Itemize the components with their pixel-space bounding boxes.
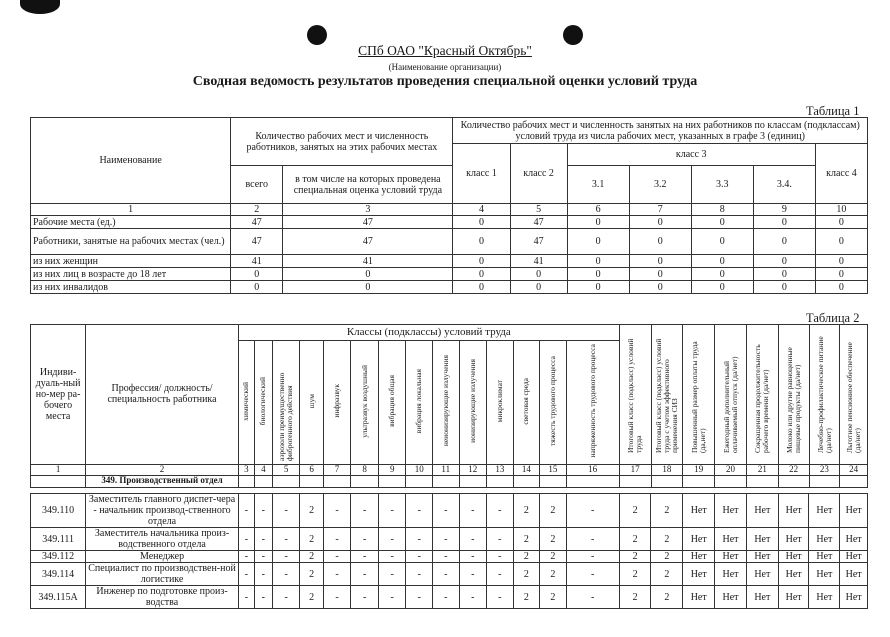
cell-value: Нет: [840, 563, 868, 586]
cell-value: Нет: [683, 586, 715, 609]
t2-header-extra-leave: Ежегодный дополнительный оплачиваемый отпуск (да/нет): [721, 356, 739, 453]
t2-header-final-class: Итоговый класс (подкласс) условий труда: [626, 338, 644, 453]
t1-header-class31: 3.1: [567, 166, 629, 204]
cell-value: -: [272, 563, 300, 586]
t1-header-name: Наименование: [31, 118, 231, 204]
table-row: из них лиц в возрасте до 18 лет 0 0 0 0 0 0 0 0 0: [31, 268, 868, 281]
cell-value: 2: [540, 528, 567, 551]
cell-value: 2: [513, 563, 540, 586]
t2-factor-vibration-local: вибрация локальная: [414, 368, 424, 434]
table-row: [31, 586, 868, 609]
t1-header-class33: 3.3: [691, 166, 753, 204]
cell-value: -: [254, 528, 272, 551]
cell-value: Нет: [683, 551, 715, 563]
cell-value: -: [433, 528, 460, 551]
cell-value: -: [351, 494, 379, 528]
cell-value: -: [272, 528, 300, 551]
cell-value: 2: [651, 586, 683, 609]
t2-header-higher-pay: Повышенный размер оплаты труда (да,нет): [689, 341, 707, 453]
cell-value: -: [406, 551, 433, 563]
cell-value: -: [406, 528, 433, 551]
profession: Заместитель главного диспет-чера - начальник производ-ственного отдела: [86, 494, 239, 528]
t2-factor-chemical: химический: [241, 381, 251, 421]
cell-value: -: [323, 586, 351, 609]
t2-factor-biological: биологический: [258, 376, 268, 426]
cell-value: 2: [513, 586, 540, 609]
cell-value: -: [238, 528, 254, 551]
table-row: из них женщин 41 41 0 41 0 0 0 0 0: [31, 255, 868, 268]
t1-header-class34: 3.4.: [753, 166, 815, 204]
cell-value: -: [487, 551, 514, 563]
workplace-id: 349.115А: [31, 586, 86, 609]
profession: Специалист по производствен-ной логистике: [86, 563, 239, 586]
cell-value: -: [378, 563, 406, 586]
table-row: [31, 551, 868, 563]
cell-value: 2: [651, 494, 683, 528]
t2-factor-nonionizing: неионизирующие излучения: [440, 355, 450, 447]
t2-factor-severity: тяжесть трудового процесса: [547, 356, 557, 446]
table-row: из них инвалидов 0 0 0 0 0 0 0 0 0: [31, 281, 868, 294]
cell-value: -: [378, 528, 406, 551]
cell-value: Нет: [778, 586, 809, 609]
cell-value: -: [272, 494, 300, 528]
cell-value: 2: [513, 551, 540, 563]
cell-value: 2: [619, 551, 651, 563]
cell-value: 2: [540, 551, 567, 563]
cell-value: -: [487, 528, 514, 551]
cell-value: -: [566, 563, 619, 586]
workplace-id: 349.112: [31, 551, 86, 563]
t2-factor-lighting: световая среда: [521, 377, 531, 425]
cell-value: 2: [540, 586, 567, 609]
cell-value: -: [378, 494, 406, 528]
cell-value: 2: [513, 494, 540, 528]
t1-header-assessed: в том числе на которых проведена специальная оценка условий труда: [283, 166, 453, 204]
cell-value: Нет: [809, 551, 840, 563]
cell-value: -: [351, 551, 379, 563]
cell-value: 2: [300, 494, 323, 528]
cell-value: Нет: [715, 563, 747, 586]
table1-label: Таблица 1: [806, 104, 860, 118]
cell-value: Нет: [840, 528, 868, 551]
cell-value: Нет: [809, 563, 840, 586]
t2-factor-microclimate: микроклимат: [494, 379, 504, 423]
cell-value: -: [254, 586, 272, 609]
t2-factor-infrasound: инфразвук: [332, 384, 342, 418]
t2-header-therapeutic-food: Лечебно-профилактическое питание (да/нет): [815, 336, 833, 453]
t2-header-classes-group: Классы (подклассы) условий труда: [238, 325, 619, 341]
cell-value: 2: [300, 528, 323, 551]
cell-value: -: [566, 494, 619, 528]
cell-value: Нет: [778, 563, 809, 586]
cell-value: Нет: [840, 551, 868, 563]
cell-value: 2: [619, 563, 651, 586]
table2-body: [31, 494, 868, 609]
punch-hole-left: [307, 25, 327, 45]
cell-value: -: [238, 551, 254, 563]
t2-header-milk: Молоко или другие равноценные пищевые продукты (да/нет): [784, 347, 802, 453]
cell-value: 2: [651, 551, 683, 563]
cell-value: -: [459, 551, 487, 563]
cell-value: -: [323, 551, 351, 563]
cell-value: Нет: [715, 586, 747, 609]
cell-value: -: [459, 586, 487, 609]
t1-header-class1: класс 1: [453, 144, 510, 204]
profession: Заместитель начальника произ-водственного отдела: [86, 528, 239, 551]
cell-value: Нет: [840, 494, 868, 528]
cell-value: -: [566, 551, 619, 563]
cell-value: Нет: [809, 494, 840, 528]
t2-factor-intensity: напряженность трудового процесса: [587, 344, 597, 458]
organization-note: (Наименование организации): [388, 62, 502, 72]
t2-col-numbers: 1 2 3 4 5 6 7 8 9 10 11 12 13 14 15 16 17 18 19 20 21 22 23 24: [31, 464, 868, 475]
scan-smudge: [20, 0, 60, 14]
profession: Инженер по подготовке произ-водства: [86, 586, 239, 609]
cell-value: -: [238, 494, 254, 528]
cell-value: 2: [540, 563, 567, 586]
cell-value: -: [272, 586, 300, 609]
cell-value: -: [406, 494, 433, 528]
cell-value: -: [254, 551, 272, 563]
cell-value: Нет: [746, 563, 778, 586]
cell-value: Нет: [778, 528, 809, 551]
cell-value: -: [433, 586, 460, 609]
cell-value: -: [238, 586, 254, 609]
cell-value: -: [378, 586, 406, 609]
cell-value: -: [566, 586, 619, 609]
t1-header-class3: класс 3: [567, 144, 815, 166]
table-row: [31, 494, 868, 528]
organization-name: СПб ОАО "Красный Октябрь": [358, 43, 532, 58]
cell-value: Нет: [715, 551, 747, 563]
cell-value: -: [238, 563, 254, 586]
t2-factor-noise: шум: [306, 393, 316, 409]
table2-rows: [30, 493, 868, 609]
cell-value: Нет: [778, 494, 809, 528]
cell-value: -: [254, 494, 272, 528]
cell-value: Нет: [683, 494, 715, 528]
cell-value: 2: [300, 563, 323, 586]
cell-value: -: [351, 528, 379, 551]
table-row: Работники, занятые на рабочих местах (чел.) 47 47 0 47 0 0 0 0 0: [31, 229, 868, 255]
t2-header-pension: Льготное пенсионное обеспечение (да/нет): [844, 342, 862, 453]
cell-value: Нет: [683, 528, 715, 551]
cell-value: Нет: [715, 494, 747, 528]
t1-header-class2: класс 2: [510, 144, 567, 204]
cell-value: 2: [300, 586, 323, 609]
document-title: Сводная ведомость результатов проведения специальной оценки условий труда: [192, 74, 698, 89]
cell-value: Нет: [809, 528, 840, 551]
cell-value: -: [378, 551, 406, 563]
cell-value: -: [433, 563, 460, 586]
cell-value: -: [487, 494, 514, 528]
cell-value: Нет: [746, 586, 778, 609]
cell-value: 2: [619, 494, 651, 528]
table2: [30, 324, 868, 488]
t2-factor-ionizing: ионизирующие излучения: [467, 359, 477, 443]
workplace-id: 349.111: [31, 528, 86, 551]
cell-value: -: [272, 551, 300, 563]
cell-value: -: [487, 563, 514, 586]
cell-value: Нет: [840, 586, 868, 609]
t2-factor-vibration-general: вибрация общая: [387, 375, 397, 427]
cell-value: 2: [513, 528, 540, 551]
cell-value: Нет: [746, 494, 778, 528]
workplace-id: 349.110: [31, 494, 86, 528]
cell-value: 2: [540, 494, 567, 528]
t1-header-total: всего: [231, 166, 283, 204]
section-row: [31, 475, 868, 487]
t2-header-profession: Профессия/ должность/ специальность работника: [86, 325, 239, 465]
cell-value: 2: [300, 551, 323, 563]
cell-value: -: [433, 494, 460, 528]
cell-value: 2: [651, 528, 683, 551]
cell-value: Нет: [746, 551, 778, 563]
cell-value: -: [433, 551, 460, 563]
cell-value: -: [323, 528, 351, 551]
cell-value: Нет: [778, 551, 809, 563]
cell-value: -: [459, 563, 487, 586]
cell-value: 2: [619, 528, 651, 551]
cell-value: -: [459, 528, 487, 551]
table-row: [31, 528, 868, 551]
section-title: 349. Производственный отдел: [86, 475, 239, 487]
workplace-id: 349.114: [31, 563, 86, 586]
cell-value: -: [566, 528, 619, 551]
t2-factor-aerosols: аэрозоли преимущественно фиброгенного действия: [277, 372, 295, 461]
cell-value: -: [406, 586, 433, 609]
t2-header-id: Индиви-дуаль-ный но-мер ра-бочего места: [31, 325, 86, 465]
table-row: Рабочие места (ед.) 47 47 0 47 0 0 0 0 0: [31, 216, 868, 229]
profession: Менеджер: [86, 551, 239, 563]
cell-value: Нет: [809, 586, 840, 609]
table1: [30, 117, 868, 294]
punch-hole-right: [563, 25, 583, 45]
cell-value: -: [487, 586, 514, 609]
t2-header-short-hours: Сокращенная продолжительность рабочего времени (да/нет): [753, 344, 771, 453]
cell-value: Нет: [746, 528, 778, 551]
table2-label: Таблица 2: [806, 311, 860, 325]
cell-value: -: [323, 563, 351, 586]
t1-header-class4: класс 4: [815, 144, 867, 204]
cell-value: 2: [619, 586, 651, 609]
cell-value: -: [351, 586, 379, 609]
t2-header-final-class-siz: Итоговый класс (подкласс) условий труда с учетом эффективного применения СИЗ: [654, 338, 679, 453]
table-row: [31, 563, 868, 586]
t2-factor-ultrasound: ультразвук воздушный: [359, 364, 369, 438]
t1-header-class32: 3.2: [629, 166, 691, 204]
cell-value: Нет: [715, 528, 747, 551]
cell-value: 2: [651, 563, 683, 586]
t1-col-numbers: 1 2 3 4 5 6 7 8 9 10: [31, 204, 868, 216]
cell-value: -: [254, 563, 272, 586]
cell-value: -: [323, 494, 351, 528]
cell-value: Нет: [683, 563, 715, 586]
cell-value: -: [459, 494, 487, 528]
cell-value: -: [406, 563, 433, 586]
t1-header-count-group: Количество рабочих мест и численность работников, занятых на этих рабочих местах: [231, 118, 453, 166]
t1-header-class-group: Количество рабочих мест и численность занятых на них работников по классам (подклассам) условий труда из числа рабочих мест, указанных в графе 3 (единиц): [453, 118, 868, 144]
cell-value: -: [351, 563, 379, 586]
